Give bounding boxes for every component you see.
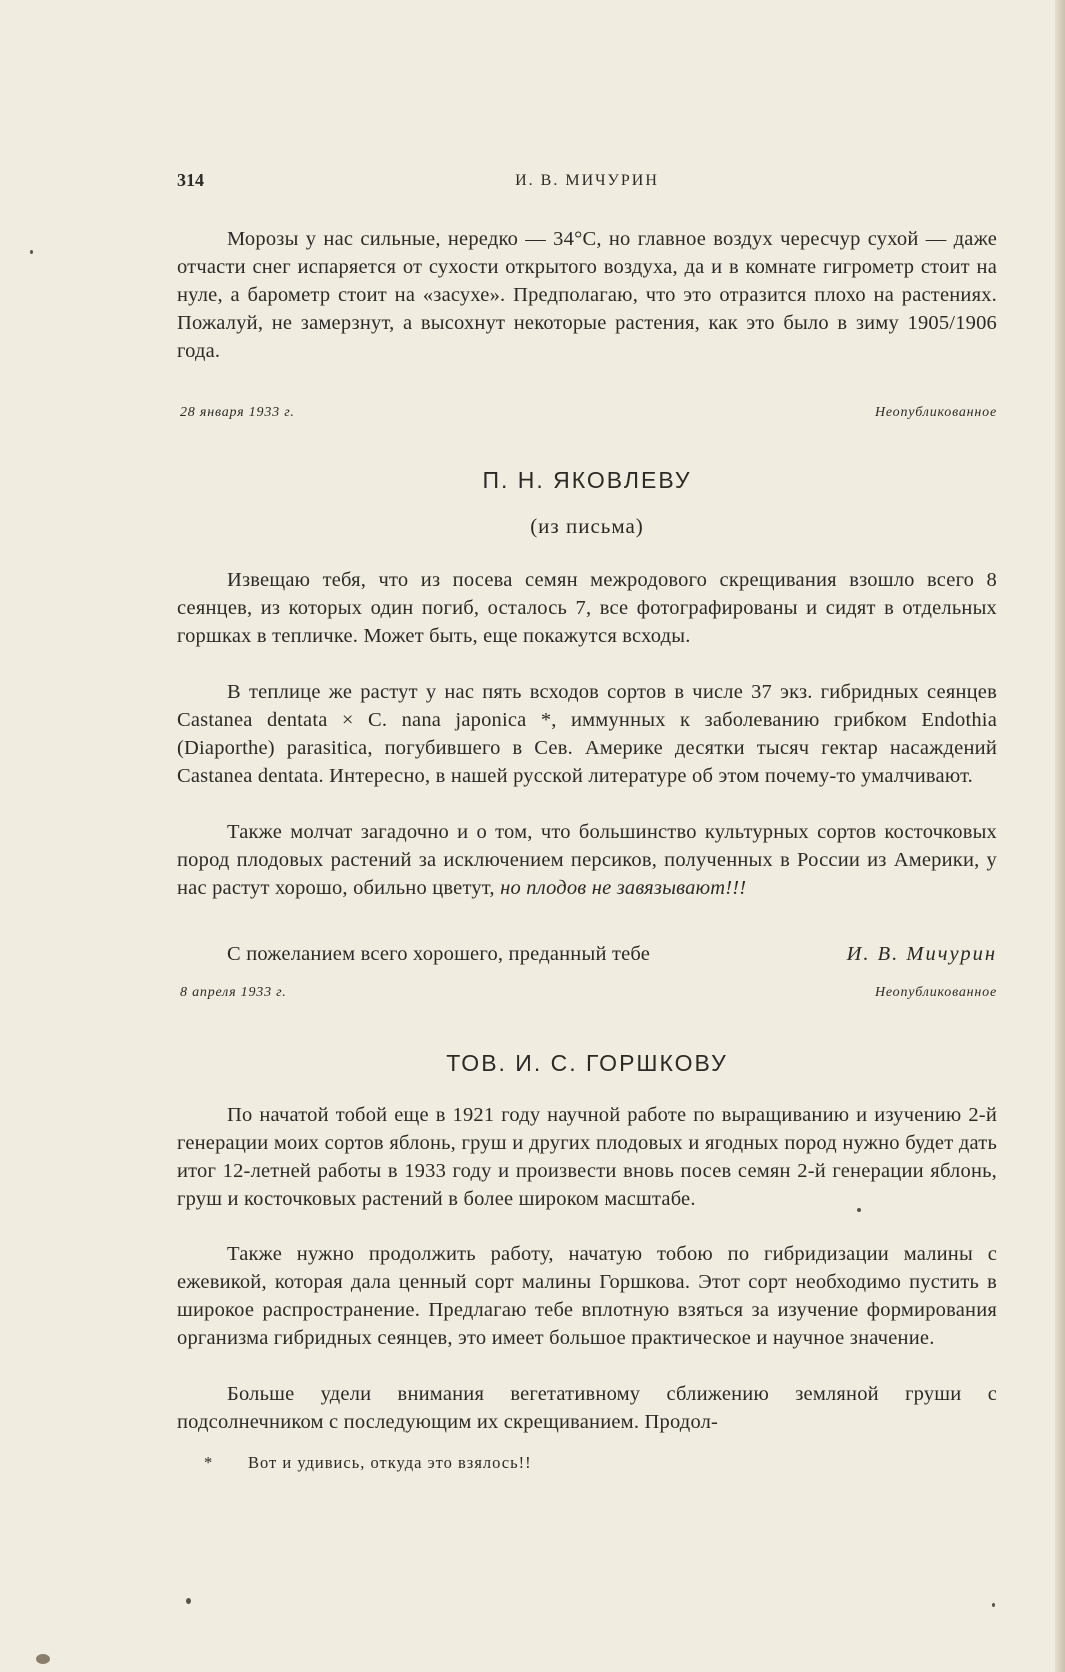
footnote-mark: *	[204, 1453, 214, 1472]
section1-date: 28 января 1933 г.	[180, 405, 295, 420]
section2-closing-line	[177, 940, 997, 968]
scan-speck	[857, 1208, 861, 1212]
section3-heading: ТОВ. И. С. ГОРШКОВУ	[446, 1050, 728, 1076]
running-head-author: И. В. МИЧУРИН	[515, 172, 659, 189]
section2-paragraph-3-italic: но плодов не завязывают!!!	[500, 877, 747, 899]
section2-status: Неопубликованное	[874, 985, 997, 1000]
page-number: 314	[177, 170, 204, 190]
scan-speck	[30, 250, 33, 254]
closing-wrapper	[177, 940, 997, 968]
section2-paragraph-3	[177, 818, 997, 902]
scan-speck	[186, 1598, 191, 1604]
section2-dateline	[177, 985, 997, 1005]
section2-date: 8 апреля 1933 г.	[180, 985, 287, 1000]
section2-paragraph-2: В теплице же растут у нас пять всходов сортов в числе 37 экз. гибридных сеянцев Castanea dentata × C. nana japonica *, иммунных к заболеванию грибком Endothia (Diaporthe) parasitica, погубившего в Сев. Америке десятки тысяч гектар насаждений Castanea dentata. Интересно, в нашей русской литературе об этом почему-то умалчивают.	[177, 681, 997, 787]
section1-dateline	[177, 405, 997, 425]
section2-closing: С пожеланием всего хорошего, преданный тебе	[227, 943, 651, 965]
section2-signature: И. В. Мичурин	[846, 943, 997, 965]
section2-heading: П. Н. ЯКОВЛЕВУ	[482, 467, 692, 493]
running-head	[177, 170, 997, 196]
section3-paragraph-2: Также нужно продолжить работу, начатую тобою по гибридизации малины с ежевикой, которая дала ценный сорт малины Горшкова. Этот сорт необходимо пустить в широкое распространение. Предлагаю тебе вплотную взяться за изучение формирования организма гибридных сеянцев, это имеет большое практическое и научное значение.	[177, 1243, 997, 1349]
section1-status: Неопубликованное	[874, 405, 997, 420]
page-edge-shadow	[1055, 0, 1065, 1672]
section3-paragraph-1: По начатой тобой еще в 1921 году научной работе по выращиванию и изучению 2-й генерации моих сортов яблонь, груш и других плодовых и ягодных пород нужно будет дать итог 12-летней работы в 1933 году и произвести вновь посев семян 2-й генерации яблонь, груш и косточковых растений в более широком масштабе.	[177, 1104, 997, 1210]
footnote-text: Вот и удивись, откуда это взялось!!	[248, 1453, 532, 1472]
scan-speck	[992, 1603, 995, 1607]
section2-paragraph-3-text: Также молчат загадочно и о том, что большинство культурных сортов косточковых пород плодовых растений за исключением персиков, полученных в России из Америки, у нас растут хорошо, обильно цветут,	[177, 821, 997, 899]
section2-paragraph-1: Извещаю тебя, что из посева семян межродового скрещивания взошло всего 8 сеянцев, из которых один погиб, осталось 7, все фотографированы и сидят в отдельных горшках в тепличке. Может быть, еще покажутся всходы.	[177, 569, 997, 647]
section1-paragraph: Морозы у нас сильные, нередко — 34°С, но главное воздух чересчур сухой — даже отчасти снег испаряется от сухости открытого воздуха, да и в комнате гигрометр стоит на нуле, а барометр стоит на «засухе». Предполагаю, что это отразится плохо на растениях. Пожалуй, не замерзнут, а высохнут некоторые растения, как это было в зиму 1905/1906 года.	[177, 228, 997, 362]
scan-speck	[36, 1654, 50, 1664]
section2-subheading: (из письма)	[530, 514, 644, 538]
footnote	[204, 1453, 984, 1473]
section3-paragraph-3: Больше удели внимания вегетативному сближению земляной груши с подсолнечником с последующим их скрещиванием. Продол-	[177, 1383, 997, 1433]
